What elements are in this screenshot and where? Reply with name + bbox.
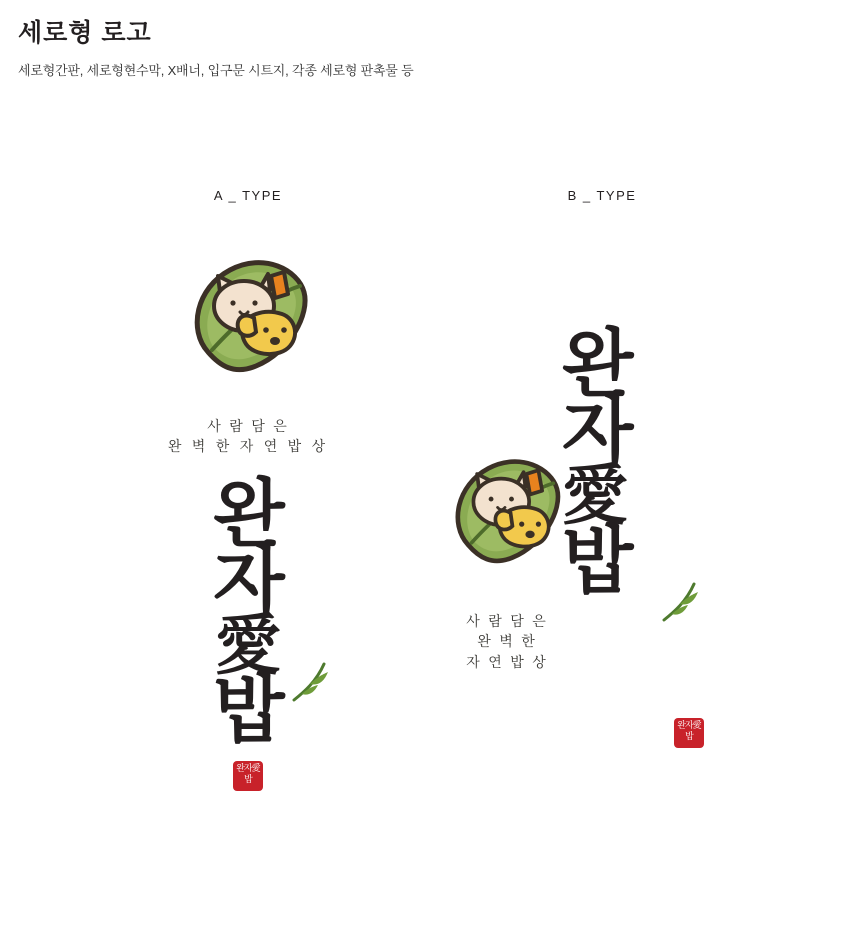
wordmark-glyph-4: 밥	[213, 667, 283, 754]
type-column-b	[392, 0, 812, 948]
mascot-emblem-icon	[440, 448, 570, 578]
leaf-accent-icon	[660, 578, 700, 629]
tagline-line-1: 사 람 담 은	[207, 419, 289, 435]
brand-seal	[233, 761, 263, 791]
wordmark-glyph-2: 자	[213, 538, 283, 625]
brand-seal	[674, 718, 704, 748]
wordmark-vertical-b	[562, 321, 742, 604]
tagline-line-1: 사 람 담 은	[466, 614, 548, 630]
mascot-emblem-icon	[178, 248, 318, 388]
wordmark-glyph-2: 자	[562, 389, 632, 476]
tagline-line-2: 완 벽 한	[477, 634, 537, 651]
seal-text: 완자愛밥	[236, 763, 260, 785]
seal-wrap-b	[674, 718, 704, 753]
type-label-b: B _ TYPE	[567, 188, 637, 203]
wordmark-glyph-3: 愛	[215, 606, 281, 684]
tagline-b	[432, 612, 582, 673]
leaf-accent-icon	[290, 658, 330, 709]
seal-text: 완자愛밥	[677, 721, 701, 742]
page-subtitle: 세로형간판, 세로형현수막, X배너, 입구문 시트지, 각종 세로형 판촉물 등	[18, 63, 414, 78]
wordmark-glyph-1: 완	[213, 470, 283, 557]
tagline-line-2: 완 벽 한 자 연 밥 상	[167, 439, 329, 456]
wordmark-glyph-3: 愛	[562, 457, 628, 535]
wordmark-glyph-1: 완	[562, 321, 632, 407]
tagline-line-3: 자 연 밥 상	[466, 654, 548, 671]
type-label-a: A _ TYPE	[213, 188, 283, 203]
wordmark-glyph-4: 밥	[562, 517, 632, 604]
page-title: 세로형 로고	[18, 19, 152, 47]
